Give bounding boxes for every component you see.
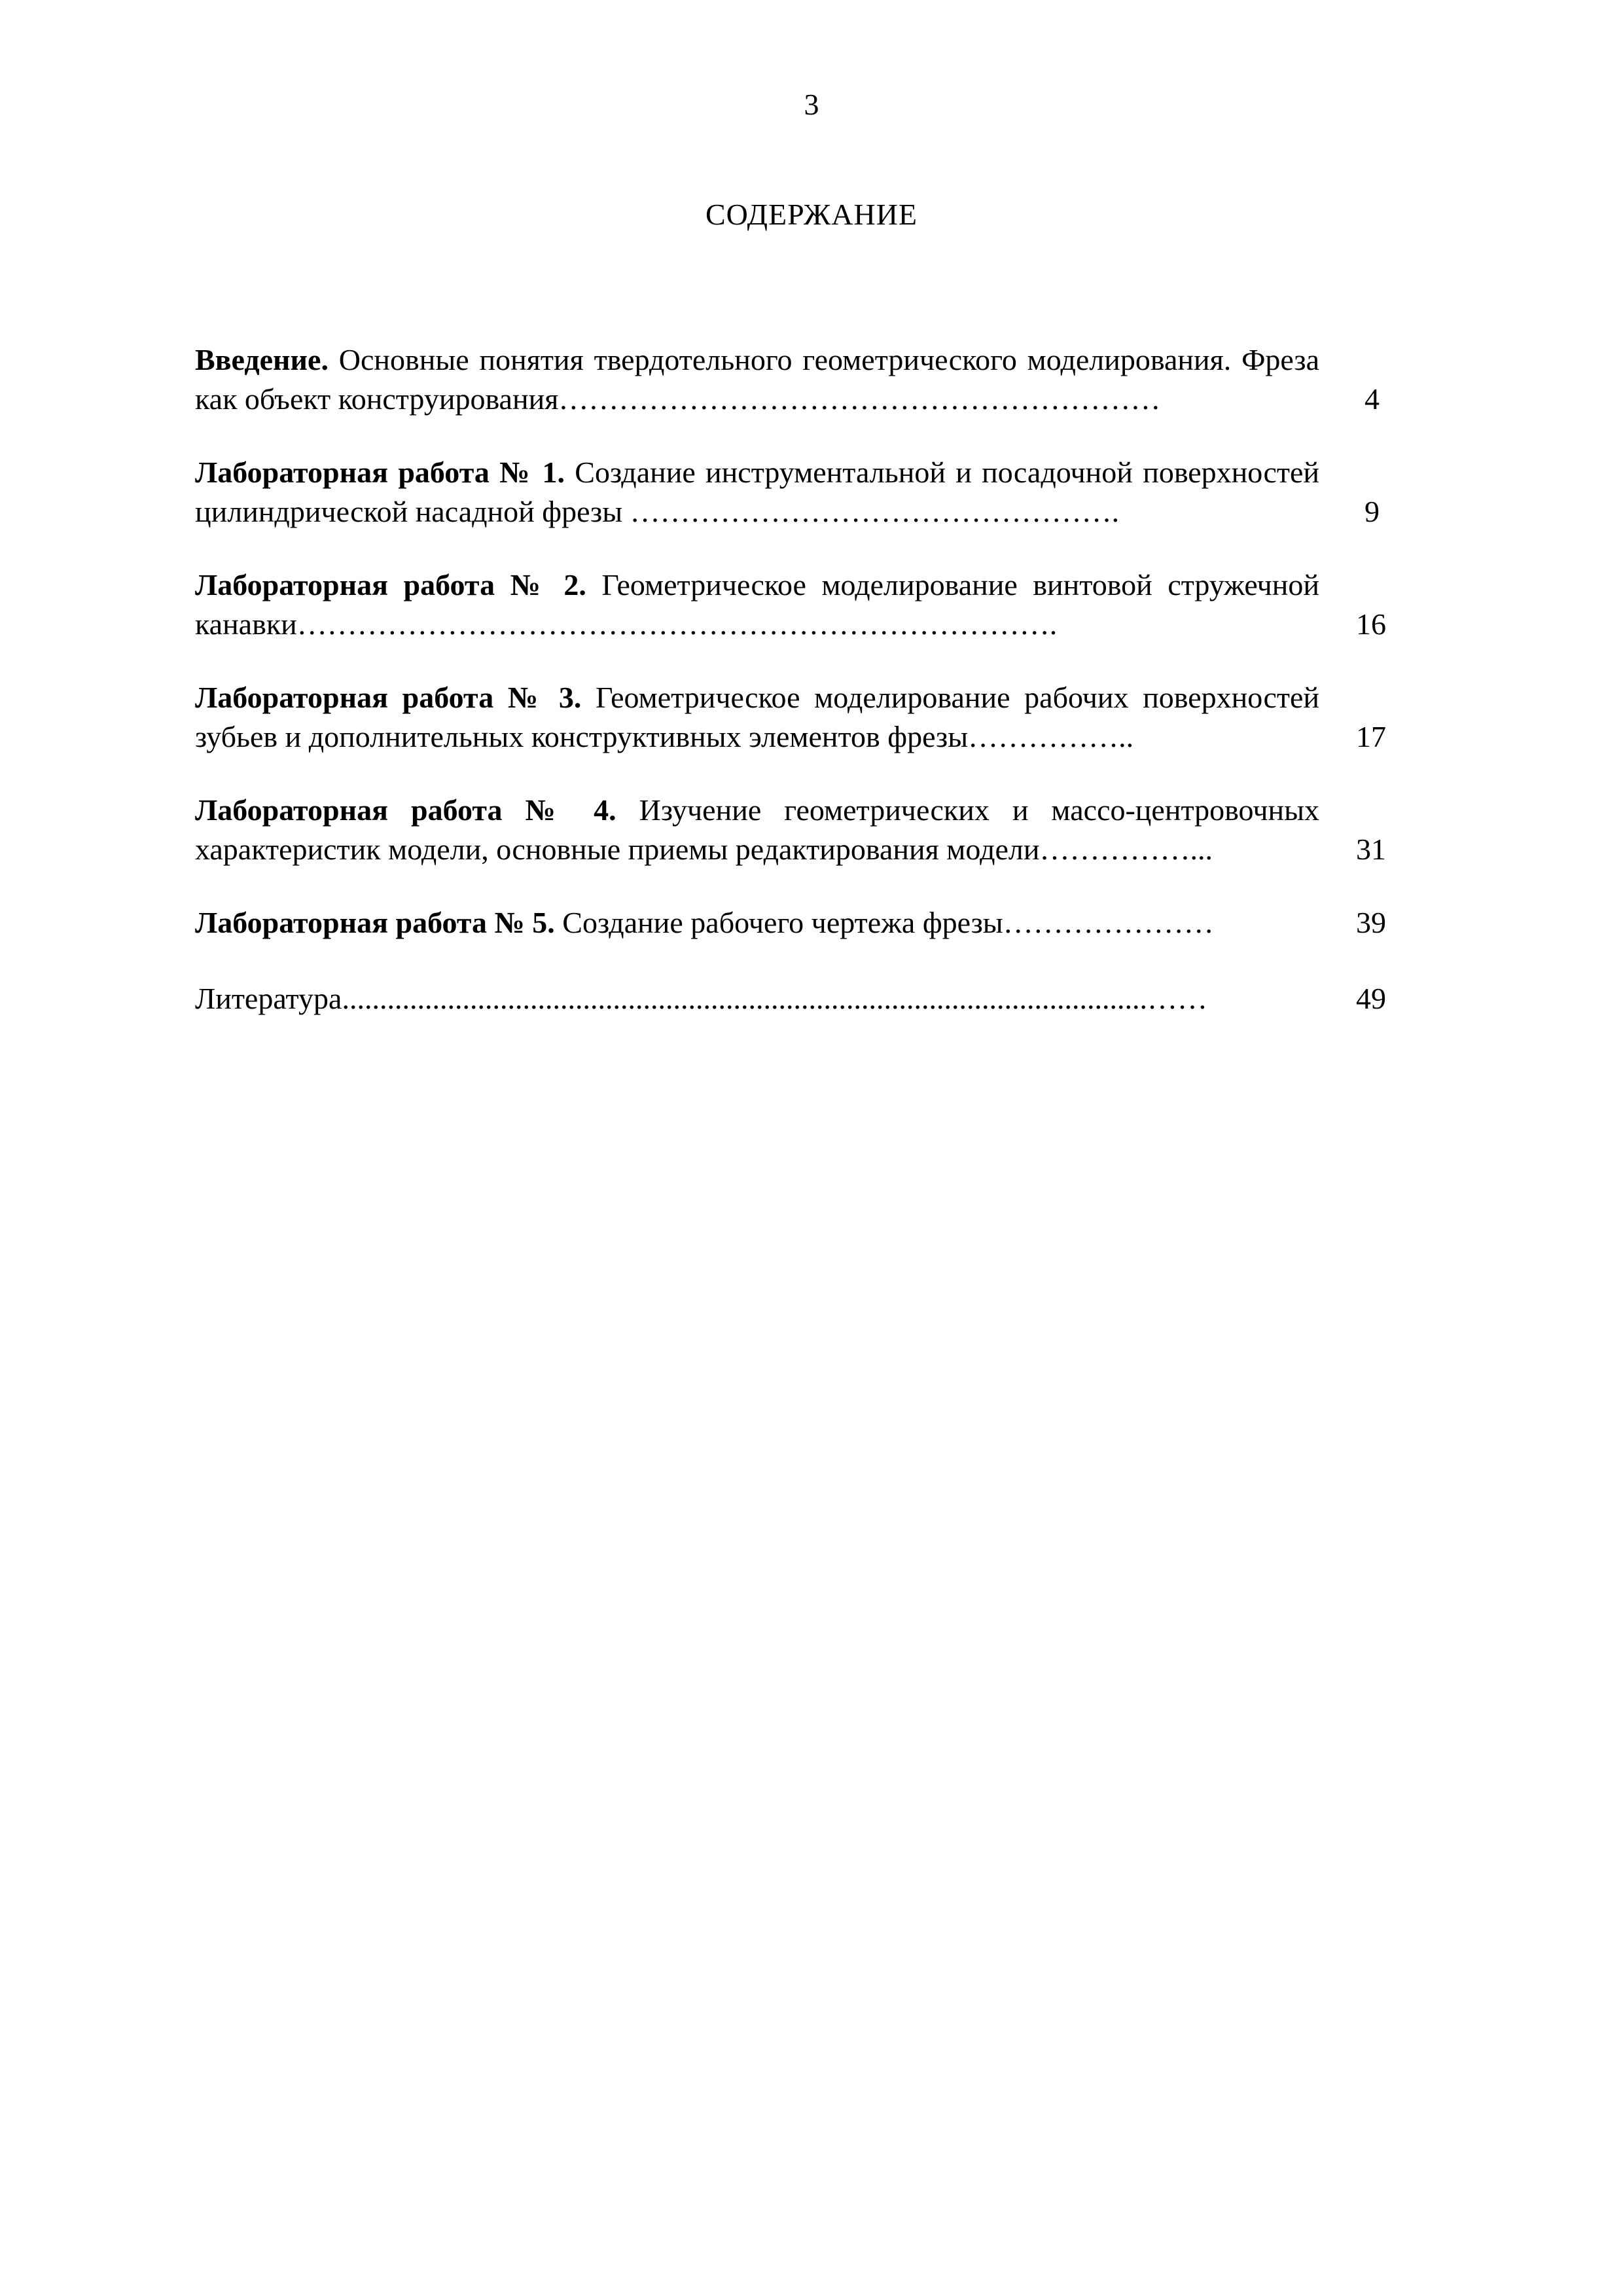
toc-entry-lab-1[interactable] [195,453,1386,531]
toc-dot-leader: ………………… [1003,906,1214,939]
toc-page-number: 31 [1356,833,1386,866]
toc-entry-text [195,565,1319,644]
toc-entry-text [195,453,1319,531]
toc-entry-description: Создание инструментальной и посадочной поверхностей цилиндрической насадной фрезы [195,456,1319,528]
page-number: 3 [804,88,819,121]
toc-entry-heading: Лабораторная работа № 3. [195,681,582,714]
toc-entry-text [195,979,1319,1018]
toc-entry-description: Литература [195,982,342,1015]
toc-entry-literature[interactable] [195,979,1386,1018]
toc-entry-lab-5[interactable] [195,903,1386,942]
toc-page-number: 39 [1356,906,1386,939]
toc-entry-heading: Лабораторная работа № 2. [195,568,586,601]
toc-entry-text [195,678,1319,757]
toc-entry-heading: Лабораторная работа № 4. [195,793,616,827]
toc-dot-leader: …………………………………………………………………. [296,607,1058,641]
toc-entry-text [195,903,1319,942]
toc-entry-description: Геометрическое моделирование рабочих поверхностей зубьев и дополнительных конструктивных элементов фрезы [195,681,1319,753]
toc-entry-heading: Введение. [195,343,329,376]
toc-page-number: 9 [1364,495,1380,528]
toc-entry-heading: Лабораторная работа № 5. [195,906,555,939]
toc-page-number: 17 [1356,720,1386,753]
toc-entry-lab-2[interactable] [195,565,1386,644]
toc-dot-leader: ……………... [1039,833,1213,866]
toc-dot-leader: …………………………………………………… [558,382,1161,416]
toc-entry-text [195,791,1319,869]
toc-entry-description: Основные понятия твердотельного геометрического моделирования. Фреза как объект конструирования [195,343,1319,416]
toc-page-number: 49 [1356,982,1386,1015]
toc-dot-leader: …………….. [968,720,1134,753]
toc-dot-leader: ...........................................................................................................…… [342,982,1207,1015]
toc-dot-leader: …………………………………………. [630,495,1120,528]
toc-entry-description: Создание рабочего чертежа фрезы [554,906,1003,939]
toc-page-number: 4 [1364,382,1380,416]
toc-entry-description: Изучение геометрических и массо-центровочных характеристик модели, основные приемы редактирования модели [195,793,1319,866]
page-title: СОДЕРЖАНИЕ [705,198,918,231]
toc-entry-lab-3[interactable] [195,678,1386,757]
toc-entry-lab-4[interactable] [195,791,1386,869]
toc-entry-description: Геометрическое моделирование винтовой стружечной канавки [195,568,1319,641]
toc-entry-heading: Лабораторная работа № 1. [195,456,565,489]
toc-entry-introduction[interactable] [195,340,1386,419]
toc-page-number: 16 [1356,607,1386,641]
toc-entry-text [195,340,1319,419]
